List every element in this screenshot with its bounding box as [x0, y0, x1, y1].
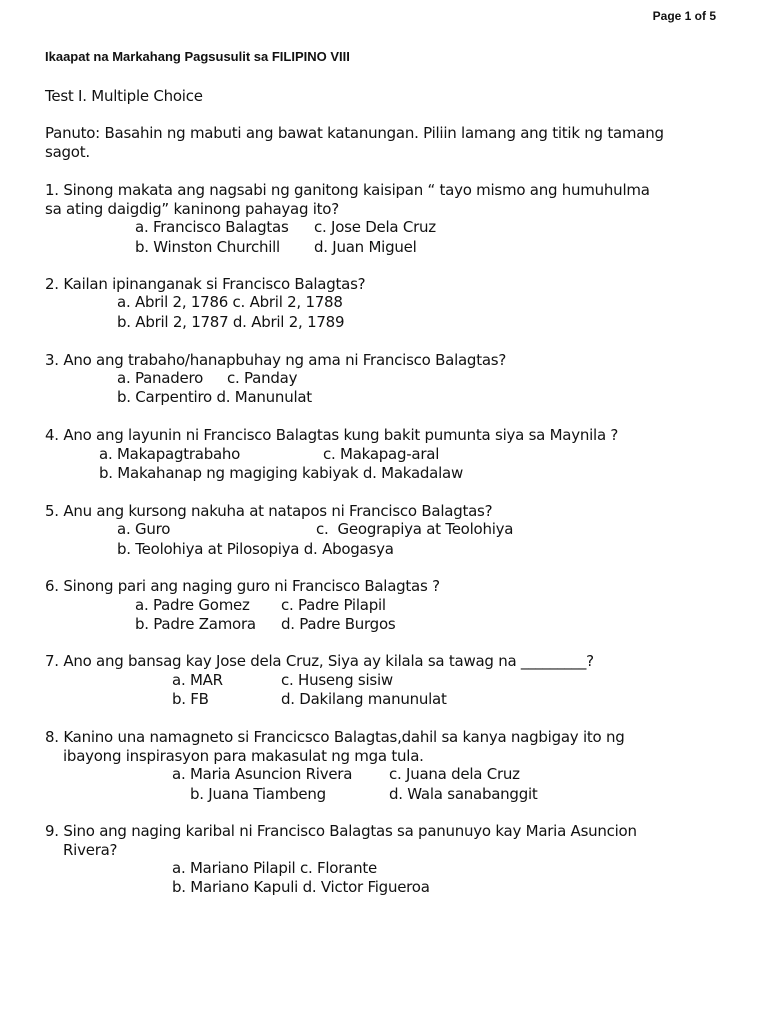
- question-7-option-b: b. FB: [172, 690, 209, 708]
- question-7-option-d: d. Dakilang manunulat: [281, 690, 447, 708]
- question-6-option-a: a. Padre Gomez: [135, 596, 250, 614]
- question-2-options-row-1: a. Abril 2, 1786 c. Abril 2, 1788: [117, 293, 343, 311]
- question-8-text: 8. Kanino una namagneto si Francicsco Balagtas,dahil sa kanya nagbigay ito ng: [45, 728, 625, 746]
- question-4-option-c: c. Makapag-aral: [323, 445, 440, 463]
- question-1-option-d: d. Juan Miguel: [314, 238, 417, 256]
- question-9-options-row-1: a. Mariano Pilapil c. Florante: [172, 859, 377, 877]
- question-3-text: 3. Ano ang trabaho/hanapbuhay ng ama ni Francisco Balagtas?: [45, 351, 507, 369]
- page-number: Page 1 of 5: [652, 9, 716, 23]
- question-8-option-b: b. Juana Tiambeng: [190, 785, 326, 803]
- question-8-option-d: d. Wala sanabanggit: [389, 785, 538, 803]
- question-1-text-cont: sa ating daigdig” kaninong pahayag ito?: [45, 200, 339, 218]
- question-3-option-c: c. Panday: [227, 369, 298, 387]
- exam-title: Ikaapat na Markahang Pagsusulit sa FILIPINO VIII: [45, 49, 350, 64]
- question-5-text: 5. Anu ang kursong nakuha at natapos ni Francisco Balagtas?: [45, 502, 493, 520]
- question-6-option-b: b. Padre Zamora: [135, 615, 256, 633]
- question-3-option-a: a. Panadero: [117, 369, 204, 387]
- question-4-text: 4. Ano ang layunin ni Francisco Balagtas kung bakit pumunta siya sa Maynila ?: [45, 426, 619, 444]
- question-3-options-row-2: b. Carpentiro d. Manunulat: [117, 388, 312, 406]
- question-4-option-a: a. Makapagtrabaho: [99, 445, 241, 463]
- question-7-option-a: a. MAR: [172, 671, 223, 689]
- question-6-text: 6. Sinong pari ang naging guro ni Francisco Balagtas ?: [45, 577, 440, 595]
- question-2-text: 2. Kailan ipinanganak si Francisco Balagtas?: [45, 275, 366, 293]
- question-8-option-a: a. Maria Asuncion Rivera: [172, 765, 353, 783]
- test-heading: Test I. Multiple Choice: [45, 87, 203, 105]
- instructions-line-1: Panuto: Basahin ng mabuti ang bawat katanungan. Piliin lamang ang titik ng tamang: [45, 124, 664, 142]
- question-5-option-c: c. Geograpiya at Teolohiya: [316, 520, 514, 538]
- question-9-options-row-2: b. Mariano Kapuli d. Victor Figueroa: [172, 878, 430, 896]
- question-7-option-c: c. Huseng sisiw: [281, 671, 393, 689]
- question-5-options-row-2: b. Teolohiya at Pilosopiya d. Abogasya: [117, 540, 394, 558]
- question-9-text: 9. Sino ang naging karibal ni Francisco Balagtas sa panunuyo kay Maria Asuncion: [45, 822, 637, 840]
- question-9-text-cont: Rivera?: [63, 841, 118, 859]
- question-7-text: 7. Ano ang bansag kay Jose dela Cruz, Siya ay kilala sa tawag na _________?: [45, 652, 594, 670]
- question-6-option-c: c. Padre Pilapil: [281, 596, 386, 614]
- question-1-text: 1. Sinong makata ang nagsabi ng ganitong kaisipan “ tayo mismo ang humuhulma: [45, 181, 650, 199]
- question-8-option-c: c. Juana dela Cruz: [389, 765, 520, 783]
- question-5-option-a: a. Guro: [117, 520, 171, 538]
- question-8-text-cont: ibayong inspirasyon para makasulat ng mga tula.: [63, 747, 424, 765]
- question-4-options-row-2: b. Makahanap ng magiging kabiyak d. Makadalaw: [99, 464, 463, 482]
- question-1-option-b: b. Winston Churchill: [135, 238, 280, 256]
- question-1-option-c: c. Jose Dela Cruz: [314, 218, 436, 236]
- question-6-option-d: d. Padre Burgos: [281, 615, 396, 633]
- question-2-options-row-2: b. Abril 2, 1787 d. Abril 2, 1789: [117, 313, 345, 331]
- question-1-option-a: a. Francisco Balagtas: [135, 218, 289, 236]
- instructions-line-2: sagot.: [45, 143, 90, 161]
